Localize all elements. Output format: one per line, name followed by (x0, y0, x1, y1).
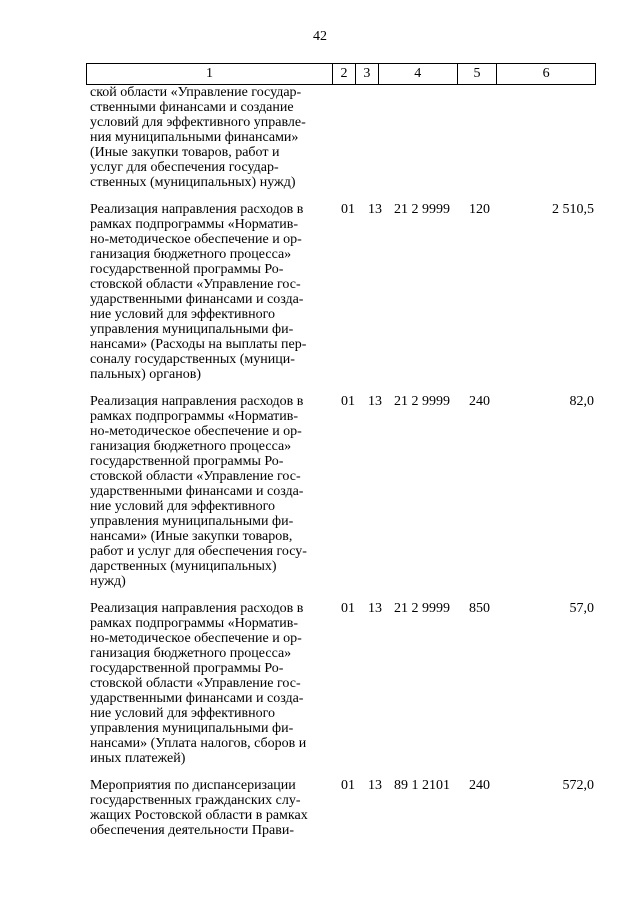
cell-rz: 01 (341, 778, 355, 793)
row-description: Реализация направления расходов в рамках подпрограммы «Норматив- но-методическое обеспечение и ор- ганизация бюджетного процесса» государственной программы Ро- стовской области «Управление гос- ударственными финансами и созда- ние условий для эффективного управления муниципальными фи- нансами» (Иные закупки товаров, работ и услуг для обеспечения госу- дарственных (муниципальных) нужд) (90, 394, 307, 589)
cell-csr: 21 2 9999 (394, 601, 450, 616)
column-header-4: 4 (379, 64, 458, 84)
cell-sum: 57,0 (569, 601, 594, 616)
table-body (86, 85, 596, 838)
table-header-row (86, 63, 596, 85)
table-row (86, 202, 596, 382)
cell-csr: 21 2 9999 (394, 394, 450, 409)
row-description: Мероприятия по диспансеризации государственных гражданских слу- жащих Ростовской области в рамках обеспечения деятельности Прави- (90, 778, 308, 838)
cell-sum: 572,0 (562, 778, 594, 793)
cell-vr: 240 (469, 394, 490, 409)
cell-vr: 240 (469, 778, 490, 793)
table-row (86, 601, 596, 766)
table-row (86, 778, 596, 838)
cell-pr: 13 (368, 202, 382, 217)
cell-sum: 2 510,5 (552, 202, 594, 217)
cell-csr: 89 1 2101 (394, 778, 450, 793)
cell-csr: 21 2 9999 (394, 202, 450, 217)
row-description: ской области «Управление государ- ственными финансами и создание условий для эффективного управле- ния муниципальными финансами» (Иные закупки товаров, работ и услуг для обеспечения государ- ственных (муниципальных) нужд) (90, 85, 306, 190)
cell-rz: 01 (341, 601, 355, 616)
cell-pr: 13 (368, 601, 382, 616)
column-header-1: 1 (87, 64, 333, 84)
column-header-5: 5 (458, 64, 498, 84)
column-header-3: 3 (356, 64, 379, 84)
cell-rz: 01 (341, 202, 355, 217)
cell-vr: 850 (469, 601, 490, 616)
cell-vr: 120 (469, 202, 490, 217)
cell-pr: 13 (368, 394, 382, 409)
cell-sum: 82,0 (569, 394, 594, 409)
table-row (86, 394, 596, 589)
page-number: 42 (313, 29, 327, 44)
row-description: Реализация направления расходов в рамках подпрограммы «Норматив- но-методическое обеспечение и ор- ганизация бюджетного процесса» государственной программы Ро- стовской области «Управление гос- ударственными финансами и созда- ние условий для эффективного управления муниципальными фи- нансами» (Уплата налогов, сборов и иных платежей) (90, 601, 307, 766)
table-row (86, 85, 596, 190)
column-header-2: 2 (333, 64, 356, 84)
cell-pr: 13 (368, 778, 382, 793)
cell-rz: 01 (341, 394, 355, 409)
column-header-6: 6 (542, 66, 550, 81)
row-description: Реализация направления расходов в рамках подпрограммы «Норматив- но-методическое обеспечение и ор- ганизация бюджетного процесса» государственной программы Ро- стовской области «Управление гос- ударственными финансами и созда- ние условий для эффективного управления муниципальными фи- нансами» (Расходы на выплаты пер- соналу государственных (муници- пальных) органов) (90, 202, 307, 382)
